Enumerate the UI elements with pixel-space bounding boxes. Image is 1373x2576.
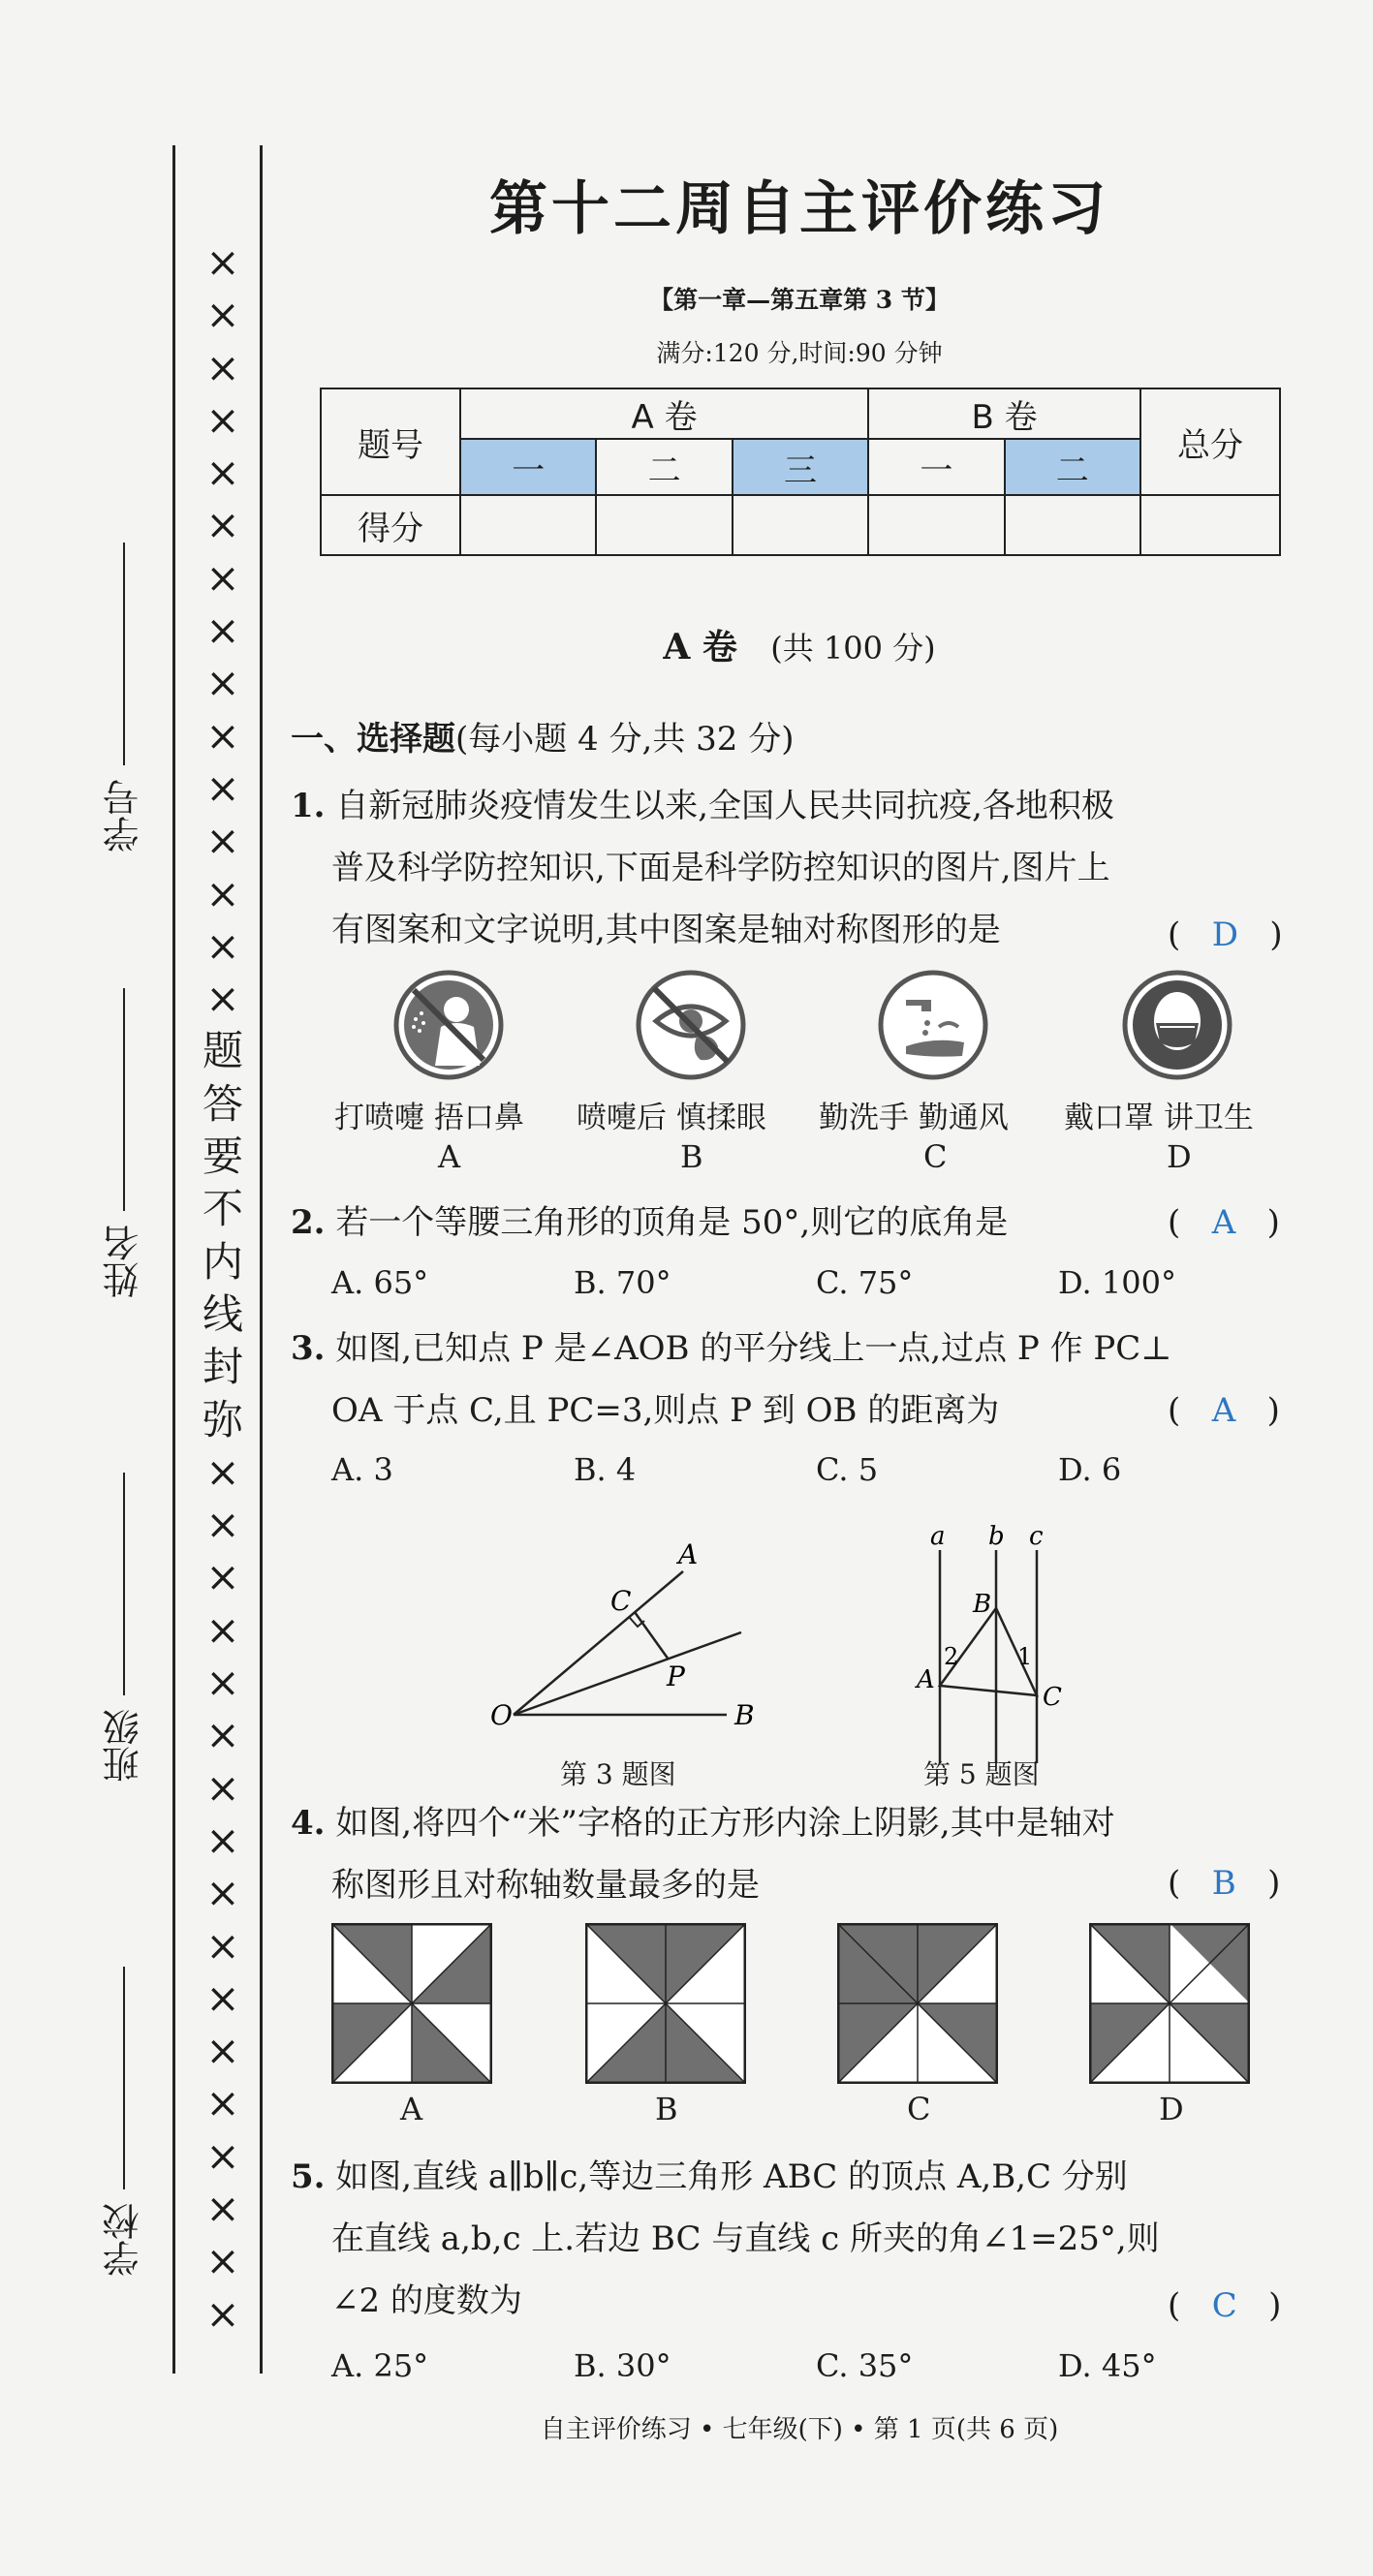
seal-char: × [205,1605,240,1654]
fig5-caption: 第 5 题图 [923,1758,1040,1790]
page-title: 第十二周自主评价练习 [489,175,1109,243]
table-a-part-2: 二 [596,439,732,495]
answer-bracket-1: ( D ) [1168,916,1283,954]
option: B. 30° [574,2347,671,2384]
score-cell[interactable] [1140,495,1280,555]
seal-char: × [205,817,240,865]
seal-char: 内 [202,1237,243,1286]
seal-char: 弥 [202,1395,243,1443]
option-letter-a: A [438,1138,461,1175]
q4-letter-c: C [907,2091,931,2127]
seal-char: × [205,2289,240,2338]
option: D. 100° [1058,1264,1176,1301]
table-total: 总分 [1140,388,1280,495]
binding-line-inner [260,145,263,2374]
seal-char: × [205,1711,240,1759]
icon-caption-d: 戴口罩 讲卫生 [1064,1101,1254,1135]
score-table [320,388,1281,556]
seal-char: × [205,2027,240,2075]
field-student-id[interactable]: 学号 [97,543,150,853]
fig5-label-angle-1: 1 [1017,1643,1033,1670]
fig3-label-p: P [667,1660,685,1692]
table-header-label: 题号 [321,388,460,495]
seal-char: × [205,1659,240,1707]
seal-char: × [205,291,240,339]
icon-caption-c: 勤洗手 勤通风 [819,1101,1009,1135]
field-school[interactable]: 学校 [97,1967,150,2277]
seal-char: × [205,501,240,549]
option: D. 45° [1058,2347,1157,2384]
figure-question-5 [901,1521,1085,1763]
question-2-options [331,1264,1300,1301]
figure-question-3 [484,1531,775,1754]
cover-mouth-sneeze-icon [392,969,505,1081]
table-a-part-1: 一 [460,439,596,495]
field-class[interactable]: 班级 [97,1473,150,1783]
fig5-label-vertex-c: C [1043,1683,1062,1712]
part-one-title: 一、选择题(每小题 4 分,共 32 分) [291,720,795,759]
option: B. 4 [574,1451,637,1488]
score-cell[interactable] [1005,495,1140,555]
q4-letter-d: D [1159,2091,1184,2127]
seal-char: × [205,1447,240,1496]
q4-option-b-figure [585,1923,746,2084]
seal-char: × [205,2184,240,2232]
option: B. 70° [574,1264,671,1301]
seal-char: × [205,763,240,812]
option: A. 25° [331,2347,429,2384]
score-cell[interactable] [733,495,868,555]
seal-char: × [205,1763,240,1812]
seal-char: × [205,1973,240,2022]
seal-char: × [205,2237,240,2285]
no-rub-eyes-icon [635,969,747,1081]
fig5-label-line-a: a [930,1522,946,1551]
seal-char: × [205,711,240,760]
exam-meta: 满分:120 分,时间:90 分钟 [656,339,943,367]
question-3: 3. 如图,已知点 P 是∠AOB 的平分线上一点,过点 P 作 PC⊥ OA 于点 C,且 PC=3,则点 P 到 OB 的距离为 [291,1329,1172,1430]
icon-caption-b: 喷嚏后 慎揉眼 [577,1101,766,1135]
option: C. 5 [816,1451,879,1488]
fig5-label-line-c: c [1029,1522,1044,1551]
option: D. 6 [1058,1451,1122,1488]
option: A. 3 [331,1451,393,1488]
seal-char: × [205,1921,240,1970]
table-section-b: B 卷 [868,388,1140,439]
seal-char: × [205,869,240,917]
seal-char: 不 [202,1185,243,1233]
section-a-heading: A 卷 (共 100 分) [663,627,936,667]
seal-char: × [205,343,240,391]
option: C. 75° [816,1264,914,1301]
seal-char: × [205,449,240,497]
seal-char: 答 [202,1079,243,1128]
wash-hands-icon [877,969,989,1081]
seal-char: × [205,1869,240,1917]
seal-char: × [205,659,240,707]
seal-line-text [199,238,247,2338]
field-name[interactable]: 姓名 [97,988,150,1298]
table-b-part-2: 二 [1005,439,1140,495]
option-letter-b: B [680,1138,703,1175]
fig5-label-angle-2: 2 [944,1643,959,1670]
seal-char: × [205,1816,240,1864]
table-score-label: 得分 [321,495,460,555]
binding-line-outer [172,145,175,2374]
fig3-label-o: O [490,1699,513,1731]
wear-mask-icon [1121,969,1233,1081]
seal-char: × [205,1553,240,1601]
fig3-label-a: A [678,1538,699,1570]
answer-bracket-4: ( B ) [1168,1864,1281,1903]
seal-char: 题 [202,1027,243,1075]
fig3-label-b: B [734,1699,755,1731]
table-section-a: A 卷 [460,388,868,439]
question-5: 5. 如图,直线 a∥b∥c,等边三角形 ABC 的顶点 A,B,C 分别 在直线 a,b,c 上.若边 BC 与直线 c 所夹的角∠1=25°,则 ∠2 的度数为 [291,2157,1160,2320]
q4-option-c-figure [837,1923,998,2084]
seal-char: × [205,975,240,1023]
seal-char: × [205,606,240,655]
question-3-options [331,1451,1300,1488]
question-5-options [331,2347,1300,2384]
icon-caption-a: 打喷嚏 捂口鼻 [334,1101,524,1135]
question-2: 2. 若一个等腰三角形的顶角是 50°,则它的底角是 [291,1203,1009,1242]
answer-bracket-5: ( C ) [1168,2286,1282,2325]
answer-bracket-2: ( A ) [1168,1203,1280,1242]
page-footer: 自主评价练习 • 七年级(下) • 第 1 页(共 6 页) [540,2415,1059,2444]
table-b-part-1: 一 [868,439,1004,495]
seal-char: × [205,553,240,602]
q4-option-d-figure [1089,1923,1250,2084]
chapter-range: 【第一章—第五章第 3 节】 [649,286,950,314]
seal-char: × [205,2131,240,2180]
score-cell[interactable] [460,495,596,555]
seal-char: 线 [202,1289,243,1338]
q4-letter-b: B [655,2091,678,2127]
option-letter-c: C [923,1138,948,1175]
seal-char: × [205,921,240,970]
answer-bracket-3: ( A ) [1168,1391,1280,1430]
fig5-label-vertex-a: A [917,1665,935,1694]
seal-char: × [205,238,240,286]
seal-char: 封 [202,1343,243,1391]
option-letter-d: D [1167,1138,1192,1175]
question-1: 1. 自新冠肺炎疫情发生以来,全国人民共同抗疫,各地积极 普及科学防控知识,下面是科学防控知识的图片,图片上 有图案和文字说明,其中图案是轴对称图形的是 [291,787,1114,949]
option: C. 35° [816,2347,914,2384]
fig3-caption: 第 3 题图 [560,1758,676,1790]
q4-option-a-figure [331,1923,492,2084]
q4-letter-a: A [400,2091,423,2127]
seal-char: × [205,395,240,444]
fig5-label-line-b: b [988,1522,1005,1551]
fig5-label-vertex-b: B [973,1590,992,1619]
seal-char: × [205,2079,240,2127]
seal-char: 要 [202,1133,243,1181]
score-cell[interactable] [596,495,732,555]
fig3-label-c: C [610,1585,632,1617]
option: A. 65° [331,1264,429,1301]
question-4: 4. 如图,将四个“米”字格的正方形内涂上阴影,其中是轴对 称图形且对称轴数量最多的是 [291,1804,1115,1905]
seal-char: × [205,1501,240,1549]
score-cell[interactable] [868,495,1004,555]
table-a-part-3: 三 [733,439,868,495]
